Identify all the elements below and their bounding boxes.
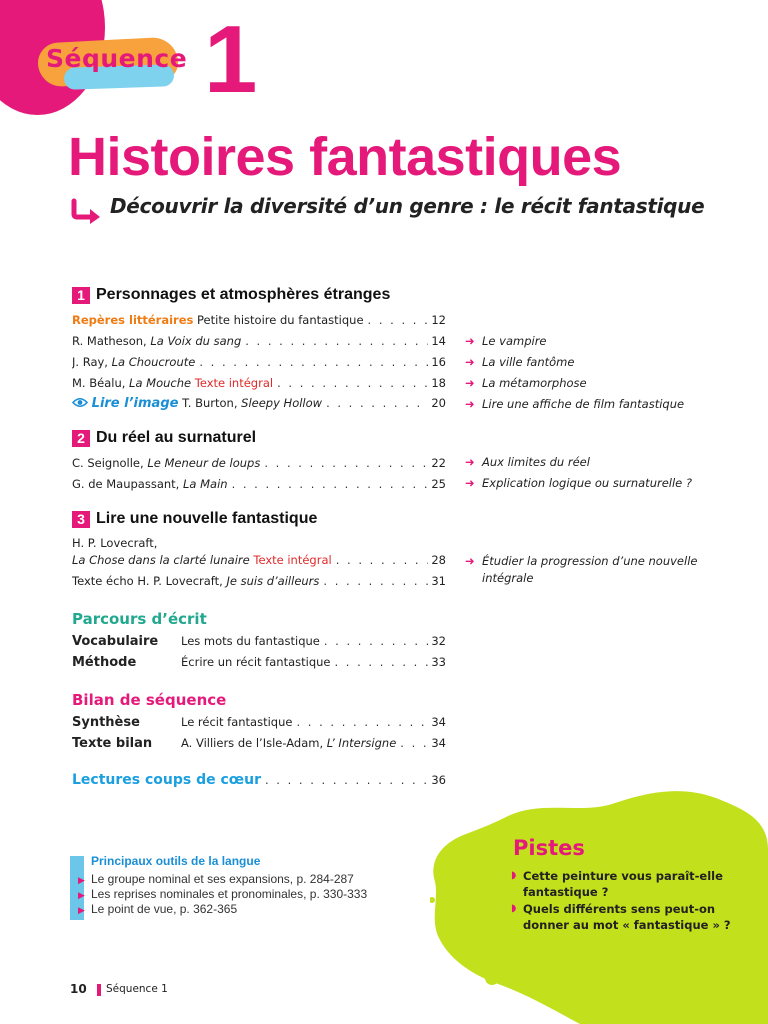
- row-label: Méthode: [72, 655, 137, 670]
- row-work: Sleepy Hollow: [241, 396, 323, 410]
- row-label: Vocabulaire: [72, 634, 159, 649]
- row-prefix: Texte écho: [72, 574, 134, 588]
- leader-dots: [332, 552, 428, 569]
- triangle-bullet-icon: ▶: [78, 905, 85, 915]
- row-tag: Texte intégral: [253, 553, 332, 567]
- lectures-heading: Lectures coups de cœur: [72, 772, 261, 788]
- leader-dots: [241, 333, 428, 350]
- row-author: T. Burton,: [182, 396, 242, 410]
- marker-icon: ◗: [511, 870, 517, 881]
- row-prefix: Lire l’image: [91, 396, 179, 411]
- page-number: 34: [431, 715, 446, 729]
- row-author: R. Matheson,: [72, 334, 151, 348]
- toc-row[interactable]: [72, 735, 446, 752]
- row-prefix: Repères littéraires: [72, 313, 194, 327]
- arrow-right-icon: ➜: [465, 397, 475, 411]
- arrow-right-icon: ➜: [465, 455, 475, 469]
- page-number: 34: [431, 736, 446, 750]
- toc-row[interactable]: [72, 772, 446, 792]
- sequence-number: 1: [204, 6, 258, 113]
- row-author: G. de Maupassant,: [72, 477, 183, 491]
- section-number-badge: 2: [72, 430, 90, 447]
- page-number: 18: [431, 376, 446, 390]
- page-number: 36: [431, 773, 446, 787]
- toc-row[interactable]: [72, 714, 446, 731]
- row-work: La Voix du sang: [150, 334, 242, 348]
- toc-row[interactable]: [72, 354, 446, 371]
- section-title: Lire une nouvelle fantastique: [96, 510, 318, 527]
- row-work: Le Meneur de loups: [147, 456, 261, 470]
- triangle-bullet-icon: ▶: [78, 890, 85, 900]
- row-author: C. Seignolle,: [72, 456, 148, 470]
- page-number: 22: [431, 456, 446, 470]
- row-author: H. P. Lovecraft,: [72, 536, 158, 550]
- page-number: 16: [431, 355, 446, 369]
- leader-dots: [273, 375, 428, 392]
- leader-dots: [260, 455, 428, 472]
- outils-item: ▶ Le groupe nominal et ses expansions, p. 284-287: [78, 872, 354, 886]
- toc-row[interactable]: [72, 333, 446, 350]
- section-3-heading: [72, 510, 317, 528]
- side-note: ➜ Aux limites du réel: [465, 455, 590, 469]
- toc-row-author-line: [72, 535, 446, 552]
- page-number: 28: [431, 553, 446, 567]
- side-note: ➜ La ville fantôme: [465, 355, 575, 369]
- leader-dots: [292, 714, 428, 731]
- page-number: 25: [431, 477, 446, 491]
- toc-row[interactable]: [72, 573, 446, 590]
- page-number: 32: [431, 634, 446, 648]
- arrow-right-icon: ➜: [465, 376, 475, 390]
- arrow-right-icon: ➜: [465, 355, 475, 369]
- row-work: Je suis d’ailleurs: [226, 574, 320, 588]
- leader-dots: [228, 476, 428, 493]
- toc-row[interactable]: [72, 552, 446, 569]
- arrow-right-icon: ➜: [465, 554, 475, 568]
- marker-icon: ◗: [511, 903, 517, 914]
- arrow-right-icon: ➜: [465, 334, 475, 348]
- row-work: La Mouche: [129, 376, 192, 390]
- leader-dots: [319, 573, 428, 590]
- section-title: Du réel au surnaturel: [96, 429, 257, 446]
- toc-row[interactable]: [72, 375, 446, 392]
- toc-row[interactable]: [72, 395, 446, 414]
- row-text: Petite histoire du fantastique: [197, 313, 364, 327]
- leader-dots: [322, 395, 428, 412]
- side-note: ➜ Le vampire: [465, 334, 547, 348]
- section-number-badge: 1: [72, 287, 90, 304]
- page-number: 14: [431, 334, 446, 348]
- row-work: La Chose dans la clarté lunaire: [72, 553, 250, 567]
- side-note: ➜ La métamorphose: [465, 376, 587, 390]
- side-note: ➜ Explication logique ou surnaturelle ?: [465, 476, 693, 490]
- page-number: 12: [431, 313, 446, 327]
- outils-heading: Principaux outils de la langue: [91, 854, 261, 868]
- leader-dots: [396, 735, 428, 752]
- pistes-heading: Pistes: [513, 836, 585, 860]
- row-author: M. Béalu,: [72, 376, 130, 390]
- toc-row[interactable]: [72, 312, 446, 329]
- row-text: Écrire un récit fantastique: [181, 655, 331, 669]
- page-number: 20: [431, 396, 446, 410]
- leader-dots: [320, 633, 428, 650]
- page-subtitle: Découvrir la diversité d’un genre : le récit fantastique: [110, 194, 705, 218]
- row-author: H. P. Lovecraft,: [137, 574, 227, 588]
- row-work: L’ Intersigne: [326, 736, 397, 750]
- row-author: A. Villiers de l’Isle-Adam,: [181, 736, 327, 750]
- outils-item: ▶ Le point de vue, p. 362-365: [78, 902, 238, 916]
- section-number-badge: 3: [72, 511, 90, 528]
- row-work: La Choucroute: [111, 355, 196, 369]
- footer-label: Séquence 1: [106, 983, 168, 995]
- footer-separator: [97, 984, 101, 996]
- subtitle-arrow-icon: [70, 198, 104, 224]
- leader-dots: [195, 354, 428, 371]
- row-text: Le récit fantastique: [181, 715, 293, 729]
- page-title: Histoires fantastiques: [68, 127, 622, 187]
- leader-dots: [261, 772, 428, 789]
- toc-row[interactable]: [72, 633, 446, 650]
- toc-row[interactable]: [72, 455, 446, 472]
- arrow-right-icon: ➜: [465, 476, 475, 490]
- toc-row[interactable]: [72, 654, 446, 671]
- parcours-heading: Parcours d’écrit: [72, 610, 207, 628]
- piste-item: ◗ Cette peinture vous paraît-elle fantastique ?: [511, 869, 723, 899]
- toc-row[interactable]: [72, 476, 446, 493]
- leader-dots: [364, 312, 428, 329]
- row-work: La Main: [183, 477, 228, 491]
- section-2-heading: [72, 429, 256, 447]
- section-1-heading: [72, 286, 390, 304]
- row-label: Texte bilan: [72, 736, 153, 751]
- side-note: ➜ Lire une affiche de film fantastique: [465, 397, 685, 411]
- footer-page-number: 10: [70, 982, 87, 996]
- triangle-bullet-icon: ▶: [78, 875, 85, 885]
- piste-item: ◗ Quels différents sens peut-on donner au mot « fantastique » ?: [511, 902, 731, 932]
- section-title: Personnages et atmosphères étranges: [96, 286, 391, 303]
- sequence-label: Séquence: [46, 44, 188, 73]
- page-number: 33: [431, 655, 446, 669]
- row-text: Les mots du fantastique: [181, 634, 320, 648]
- side-note: ➜ Étudier la progression d’une nouvelle intégrale: [465, 554, 698, 585]
- eye-icon: [72, 397, 88, 408]
- row-author: J. Ray,: [72, 355, 112, 369]
- bilan-heading: Bilan de séquence: [72, 691, 227, 709]
- row-label: Synthèse: [72, 715, 140, 730]
- outils-item: ▶ Les reprises nominales et pronominales, p. 330-333: [78, 887, 368, 901]
- leader-dots: [330, 654, 428, 671]
- page-number: 31: [431, 574, 446, 588]
- row-tag: Texte intégral: [194, 376, 274, 390]
